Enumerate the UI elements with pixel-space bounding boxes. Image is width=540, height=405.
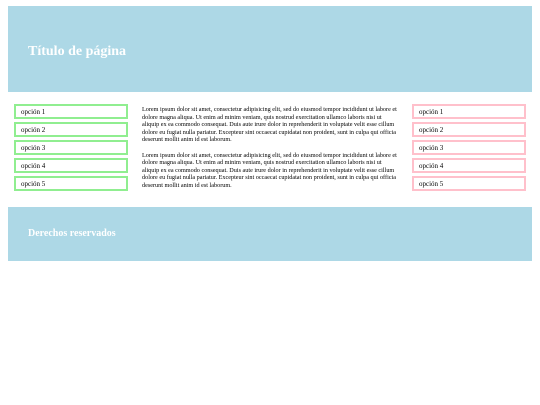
main-area (8, 100, 532, 200)
page-header (8, 6, 532, 92)
left-menu-item-4[interactable]: opción 4 (14, 158, 128, 173)
right-menu-item-1[interactable]: opción 1 (412, 104, 526, 119)
right-menu-item-2[interactable]: opción 2 (412, 122, 526, 137)
left-menu-item-1[interactable]: opción 1 (14, 104, 128, 119)
content-paragraph-1: Lorem ipsum dolor sit amet, consectetur adipisicing elit, sed do eiusmod tempor incididunt ut labore et dolore magna aliqua. Ut enim ad minim veniam, quis nostrud exercitation ullamco laboris nisi ut aliquip ex ea commodo consequat. Duis aute irure dolor in reprehenderit in voluptate velit esse cillum dolore eu fugiat nulla pariatur. Excepteur sint occaecat cupidatat non proident, sunt in culpa qui officia deserunt mollit anim id est laborum. (142, 106, 397, 143)
left-menu-item-5[interactable]: opción 5 (14, 176, 128, 191)
right-menu-item-3[interactable]: opción 3 (412, 140, 526, 155)
left-menu (14, 104, 128, 194)
page-footer (8, 207, 532, 261)
content-section (142, 106, 400, 197)
left-menu-item-3[interactable]: opción 3 (14, 140, 128, 155)
page-title: Título de página (28, 44, 127, 59)
content-paragraph-2: Lorem ipsum dolor sit amet, consectetur adipisicing elit, sed do eiusmod tempor incididunt ut labore et dolore magna aliqua. Ut enim ad minim veniam, quis nostrud exercitation ullamco laboris nisi ut aliquip ex ea commodo consequat. Duis aute irure dolor in reprehenderit in voluptate velit esse cillum dolore eu fugiat nulla pariatur. Excepteur sint occaecat cupidatat non proident, sunt in culpa qui officia deserunt mollit anim id est laborum. (142, 151, 397, 189)
right-menu-item-5[interactable]: opción 5 (412, 176, 526, 191)
left-menu-item-2[interactable]: opción 2 (14, 122, 128, 137)
footer-text: Derechos reservados (28, 228, 116, 239)
right-menu-item-4[interactable]: opción 4 (412, 158, 526, 173)
right-menu (412, 104, 526, 194)
